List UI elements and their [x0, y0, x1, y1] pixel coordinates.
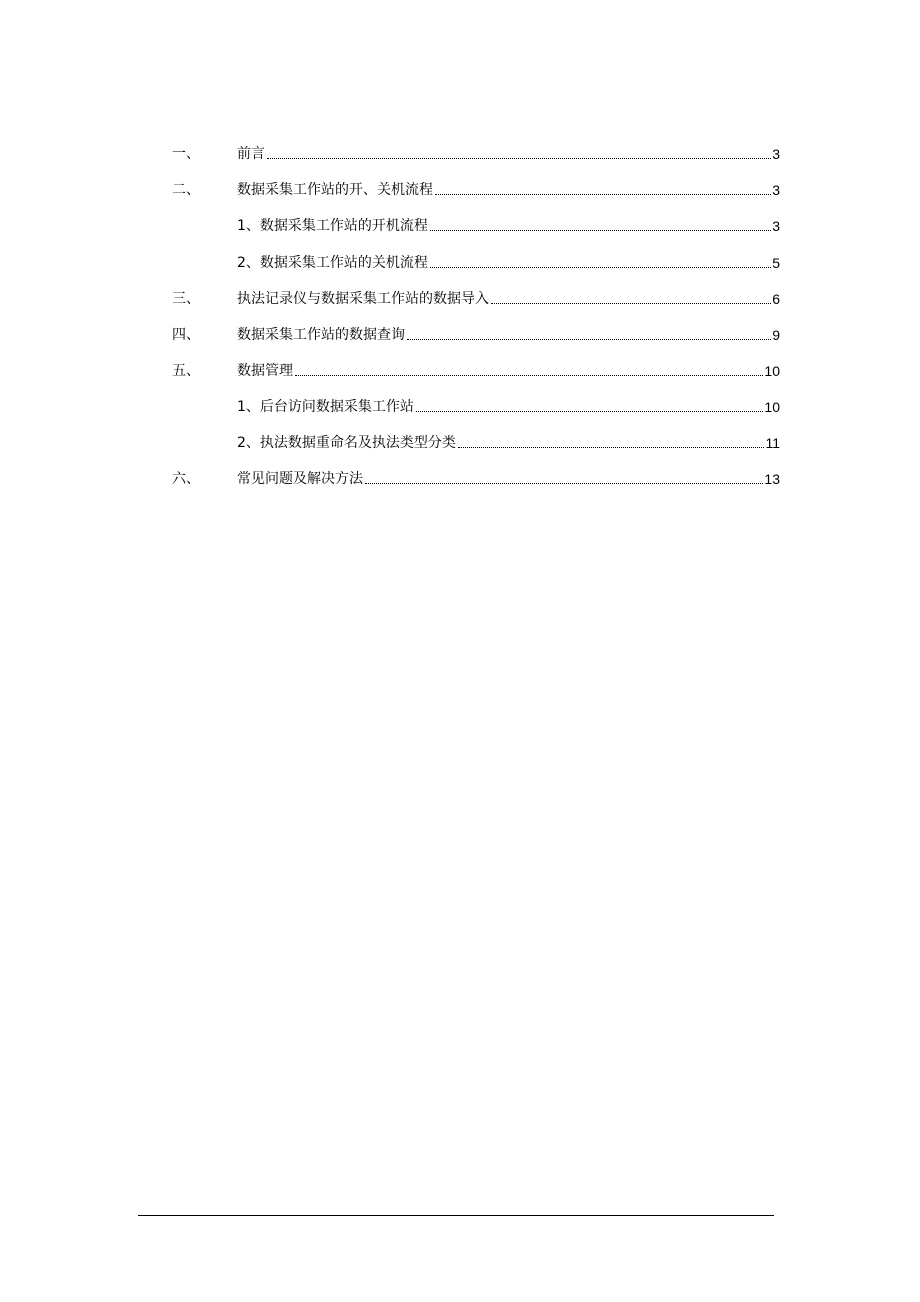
- toc-entry-title: 常见问题及解决方法: [237, 471, 363, 487]
- toc-entry-title: 数据采集工作站的开、关机流程: [237, 182, 433, 198]
- toc-dot-leader: [430, 267, 771, 268]
- toc-entry-body: [237, 470, 780, 488]
- toc-entry-page: 11: [765, 435, 780, 451]
- toc-entry-shutdown-flow[interactable]: [0, 251, 920, 275]
- toc-entry-body: [237, 434, 780, 452]
- toc-dot-leader: [295, 375, 763, 376]
- toc-dot-leader: [407, 339, 771, 340]
- toc-entry-number: 三、: [172, 291, 200, 307]
- footer-divider: [138, 1215, 774, 1216]
- toc-entry-page: 5: [772, 255, 780, 271]
- toc-dot-leader: [458, 447, 765, 448]
- toc-entry-page: 10: [764, 363, 780, 379]
- toc-dot-leader: [416, 411, 764, 412]
- toc-entry-body: [237, 217, 780, 235]
- toc-entry-page: 9: [772, 327, 780, 343]
- toc-entry-number: 六、: [172, 471, 200, 487]
- toc-entry-body: [237, 398, 780, 416]
- toc-entry-startup-flow[interactable]: [0, 214, 920, 238]
- toc-entry-body: [237, 326, 780, 344]
- toc-entry-preface[interactable]: [0, 142, 920, 166]
- toc-entry-page: 6: [772, 291, 780, 307]
- toc-entry-title: 1、后台访问数据采集工作站: [237, 399, 414, 415]
- toc-dot-leader: [267, 158, 771, 159]
- toc-dot-leader: [435, 194, 771, 195]
- toc-entry-body: [237, 145, 780, 163]
- toc-entry-title: 数据管理: [237, 363, 293, 379]
- toc-entry-page: 10: [764, 399, 780, 415]
- toc-entry-rename-classify[interactable]: [0, 431, 920, 455]
- toc-entry-title: 执法记录仪与数据采集工作站的数据导入: [237, 291, 489, 307]
- toc-entry-number: 四、: [172, 327, 200, 343]
- toc-entry-data-management[interactable]: [0, 359, 920, 383]
- toc-entry-number: 五、: [172, 363, 200, 379]
- toc-entry-title: 数据采集工作站的数据查询: [237, 327, 405, 343]
- toc-entry-page: 3: [772, 218, 780, 234]
- toc-dot-leader: [365, 483, 763, 484]
- toc-entry-page: 3: [772, 146, 780, 162]
- toc-entry-power-flow[interactable]: [0, 178, 920, 202]
- toc-entry-body: [237, 290, 780, 308]
- toc-entry-faq[interactable]: [0, 467, 920, 491]
- toc-entry-title: 1、数据采集工作站的开机流程: [237, 218, 428, 234]
- toc-entry-data-import[interactable]: [0, 287, 920, 311]
- toc-dot-leader: [430, 230, 771, 231]
- toc-entry-title: 前言: [237, 146, 265, 162]
- toc-entry-title: 2、数据采集工作站的关机流程: [237, 255, 428, 271]
- toc-entry-page: 13: [764, 471, 780, 487]
- toc-entry-title: 2、执法数据重命名及执法类型分类: [237, 435, 456, 451]
- toc-entry-body: [237, 254, 780, 272]
- toc-entry-number: 二、: [172, 182, 200, 198]
- toc-entry-backend-access[interactable]: [0, 395, 920, 419]
- toc-dot-leader: [491, 303, 771, 304]
- toc-entry-page: 3: [772, 182, 780, 198]
- toc-entry-body: [237, 181, 780, 199]
- toc-entry-number: 一、: [172, 146, 200, 162]
- toc-entry-body: [237, 362, 780, 380]
- toc-entry-data-query[interactable]: [0, 323, 920, 347]
